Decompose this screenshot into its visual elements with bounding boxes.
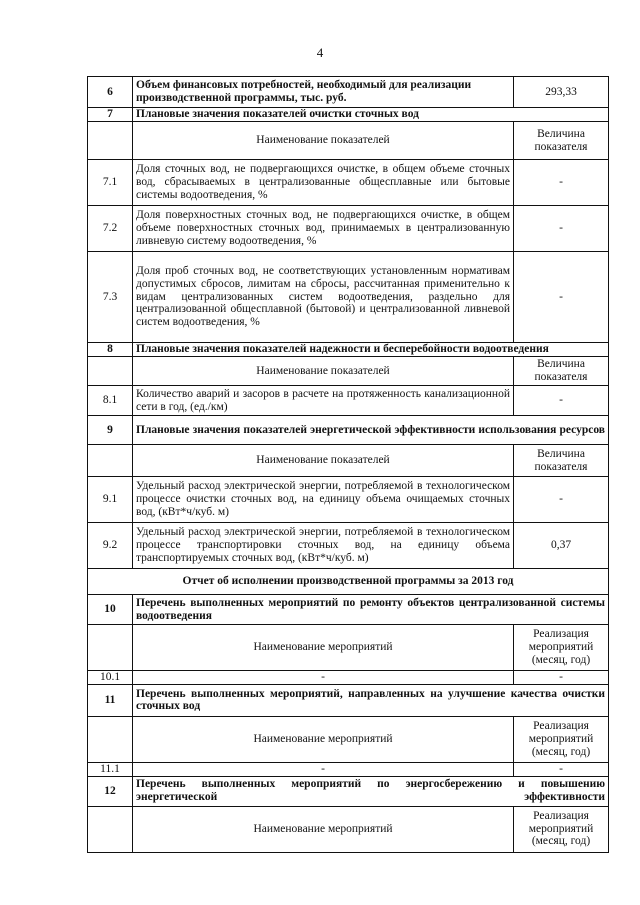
section-number: 12 bbox=[88, 776, 133, 806]
row-value: - bbox=[514, 477, 609, 523]
section-number: 11 bbox=[88, 684, 133, 716]
section-title: Перечень выполненных мероприятий по ремонту объектов централизованной системы водоотведения bbox=[133, 595, 609, 625]
section-row bbox=[88, 416, 609, 445]
section-title: Плановые значения показателей энергетической эффективности использования ресурсов bbox=[133, 416, 609, 445]
header-row bbox=[88, 625, 609, 671]
row-number: 11.1 bbox=[88, 762, 133, 776]
section-title: Перечень выполненных мероприятий, направленных на улучшение качества очистки сточных вод bbox=[133, 684, 609, 716]
column-header-value: Величина показателя bbox=[514, 445, 609, 477]
column-header-value: Реализация мероприятий (месяц, год) bbox=[514, 625, 609, 671]
table-row bbox=[88, 160, 609, 206]
section-number: 7 bbox=[88, 108, 133, 122]
report-row bbox=[88, 569, 609, 595]
row-value: - bbox=[514, 252, 609, 343]
row-number: 6 bbox=[88, 77, 133, 108]
row-value: 0,37 bbox=[514, 523, 609, 569]
column-header-value: Реализация мероприятий (месяц, год) bbox=[514, 716, 609, 762]
table-row bbox=[88, 762, 609, 776]
column-header-name: Наименование мероприятий bbox=[133, 716, 514, 762]
section-number: 8 bbox=[88, 343, 133, 357]
section-number: 10 bbox=[88, 595, 133, 625]
page-number: 4 bbox=[316, 45, 324, 60]
column-header-name: Наименование показателей bbox=[133, 122, 514, 160]
header-row bbox=[88, 122, 609, 160]
row-text: Доля сточных вод, не подвергающихся очистке, в общем объеме сточных вод, сбрасываемых в централизованные общесплавные или бытовые системы водоотведения, % bbox=[133, 160, 514, 206]
section-row bbox=[88, 108, 609, 122]
section-title: Перечень выполненных мероприятий по энергосбережению и повышению энергетической эффективности bbox=[133, 776, 609, 806]
row-text: Удельный расход электрической энергии, потребляемой в технологическом процессе транспортировки сточных вод, на единицу объема транспортируемых сточных вод, (кВт*ч/куб. м) bbox=[133, 523, 514, 569]
row-text: - bbox=[133, 671, 514, 685]
row-number: 7.1 bbox=[88, 160, 133, 206]
table-row bbox=[88, 523, 609, 569]
table-row bbox=[88, 477, 609, 523]
header-row bbox=[88, 806, 609, 852]
row-number: 10.1 bbox=[88, 671, 133, 685]
section-title: Плановые значения показателей очистки сточных вод bbox=[133, 108, 609, 122]
row-value: - bbox=[514, 206, 609, 252]
report-title: Отчет об исполнении производственной программы за 2013 год bbox=[88, 569, 609, 595]
row-number: 9.2 bbox=[88, 523, 133, 569]
row-text: Количество аварий и засоров в расчете на протяженность канализационной сети в год, (ед./км) bbox=[133, 386, 514, 416]
program-table bbox=[87, 76, 609, 853]
table-row bbox=[88, 252, 609, 343]
column-header-name: Наименование показателей bbox=[133, 445, 514, 477]
row-number: 7.2 bbox=[88, 206, 133, 252]
row-value: 293,33 bbox=[514, 77, 609, 108]
row-value: - bbox=[514, 762, 609, 776]
row-text: Объем финансовых потребностей, необходимый для реализации производственной программы, тыс. руб. bbox=[133, 77, 514, 108]
row-number: 8.1 bbox=[88, 386, 133, 416]
column-header-value: Величина показателя bbox=[514, 122, 609, 160]
row-value: - bbox=[514, 386, 609, 416]
header-row bbox=[88, 357, 609, 386]
section-row bbox=[88, 595, 609, 625]
table-row bbox=[88, 77, 609, 108]
table-row bbox=[88, 206, 609, 252]
header-row bbox=[88, 445, 609, 477]
section-number: 9 bbox=[88, 416, 133, 445]
section-row bbox=[88, 776, 609, 806]
row-number: 9.1 bbox=[88, 477, 133, 523]
table-row bbox=[88, 386, 609, 416]
row-text: Доля поверхностных сточных вод, не подвергающихся очистке, в общем объеме поверхностных сточных вод, принимаемых в централизованную ливневую систему водоотведения, % bbox=[133, 206, 514, 252]
header-row bbox=[88, 716, 609, 762]
row-text: - bbox=[133, 762, 514, 776]
table-row bbox=[88, 671, 609, 685]
column-header-name: Наименование мероприятий bbox=[133, 806, 514, 852]
section-row bbox=[88, 343, 609, 357]
row-text: Удельный расход электрической энергии, потребляемой в технологическом процессе очистки сточных вод, на единицу объема очищаемых сточных вод, (кВт*ч/куб. м) bbox=[133, 477, 514, 523]
row-number: 7.3 bbox=[88, 252, 133, 343]
row-value: - bbox=[514, 160, 609, 206]
section-title: Плановые значения показателей надежности и бесперебойности водоотведения bbox=[133, 343, 609, 357]
row-value: - bbox=[514, 671, 609, 685]
row-text: Доля проб сточных вод, не соответствующих установленным нормативам допустимых сбросов, лимитам на сбросы, рассчитанная применительно к видам централизованных систем водоотведения, раздельно для централизованной общесплавной (бытовой) и централизованной ливневой систем водоотведения, % bbox=[133, 252, 514, 343]
section-row bbox=[88, 684, 609, 716]
column-header-name: Наименование показателей bbox=[133, 357, 514, 386]
column-header-name: Наименование мероприятий bbox=[133, 625, 514, 671]
column-header-value: Реализация мероприятий (месяц, год) bbox=[514, 806, 609, 852]
column-header-value: Величина показателя bbox=[514, 357, 609, 386]
